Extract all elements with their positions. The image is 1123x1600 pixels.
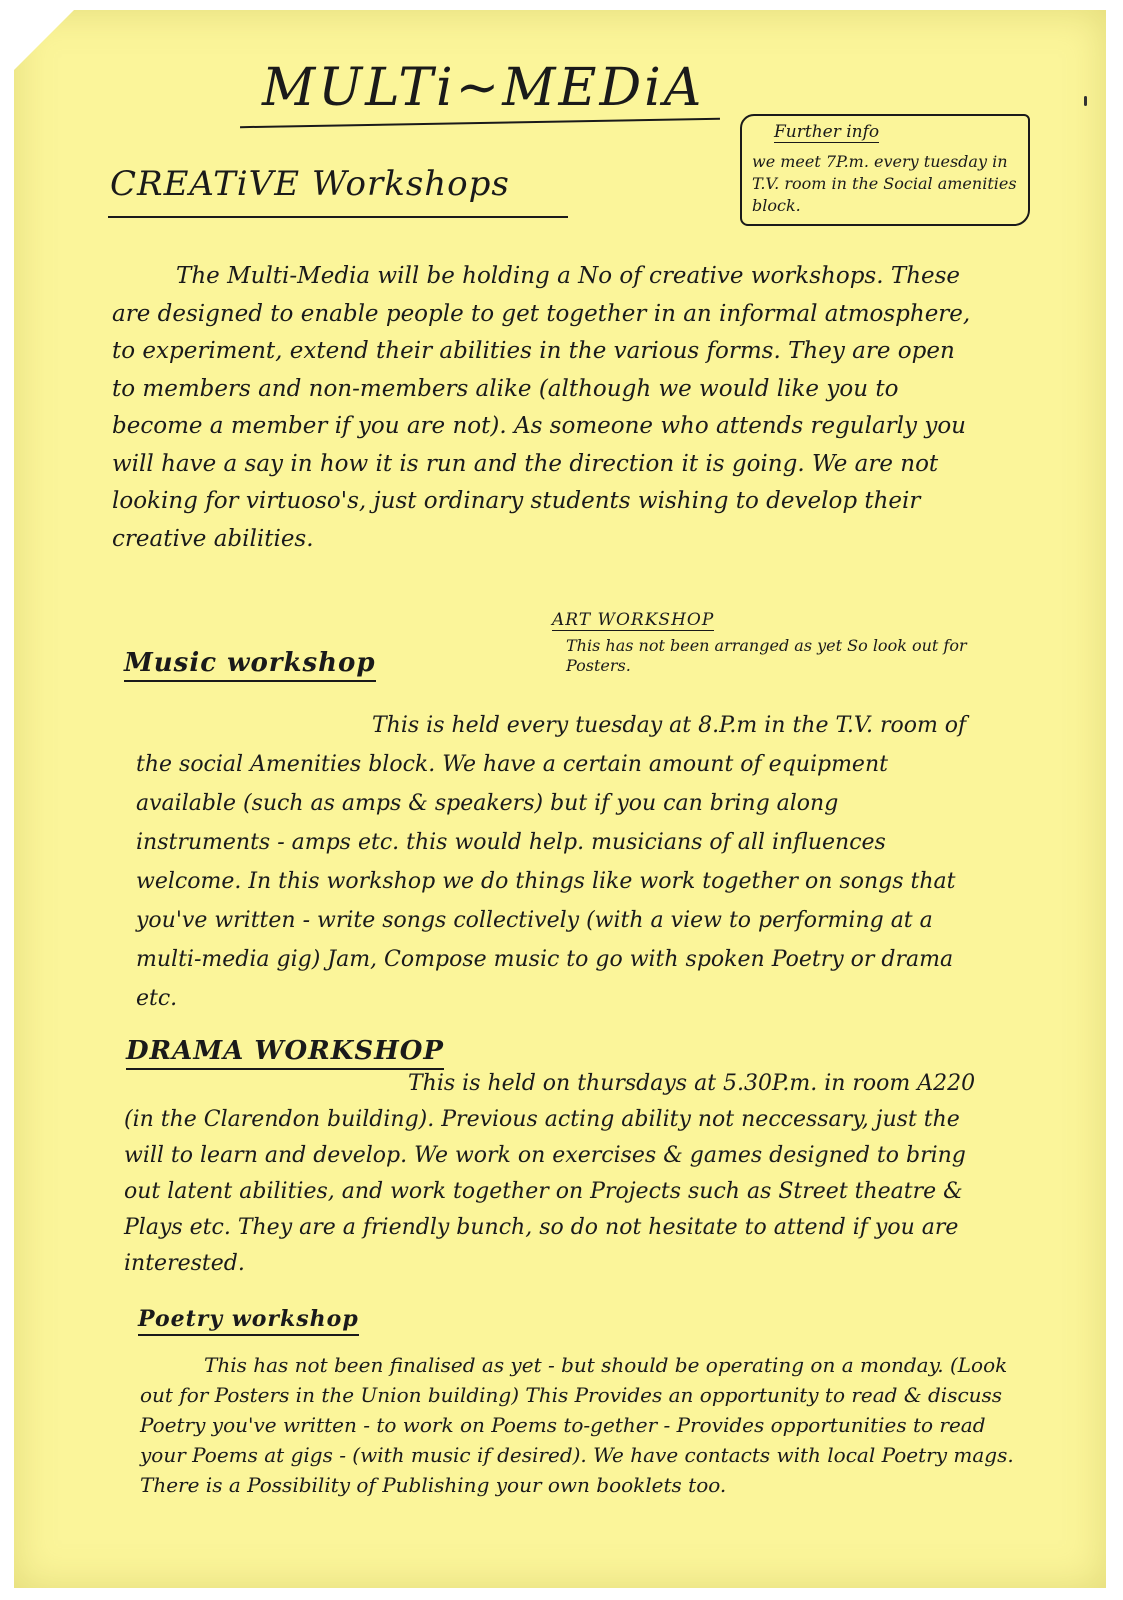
drama-workshop-text: This is held on thursdays at 5.30P.m. in room A220 (in the Clarendon building). Previous acting ability not neccessary, just the will to learn and develop. We work on exercises & games designed to bring out latent abilities, and work together on Projects such as Street theatre & Plays etc. They are a friendly bunch, so do not hesitate to attend if you are interested. <box>124 1071 976 1276</box>
poetry-workshop-text: This has not been finalised as yet - but should be operating on a monday. (Look out for Posters in the Union building) This Provides an opportunity to read & discuss Poetry you've written - to work on Poems to-gether - Provides opportunities to read your Poems at gigs - (with music if desired). We have contacts with local Poetry mags. There is a Possibility of Publishing your own booklets too. <box>140 1353 1014 1497</box>
music-workshop-text: This is held every tuesday at 8.P.m in the T.V. room of the social Amenities block. We have a certain amount of equipment available (such as amps & speakers) but if you can bring along instruments - amps etc. this would help. musicians of all influences welcome. In this workshop we do things like work together on songs that you've written - write songs collectively (with a view to performing at a multi-media gig) Jam, Compose music to go with spoken Poetry or drama etc. <box>136 713 967 1011</box>
further-info-title: Further info <box>774 122 880 142</box>
music-workshop-heading: Music workshop <box>124 648 376 682</box>
poetry-workshop-heading: Poetry workshop <box>138 1306 359 1336</box>
intro-paragraph: The Multi-Media will be holding a No of creative workshops. These are designed to enable people to get together in an informal atmosphere, to experiment, extend their abilities in the various forms. They are open to members and non-members alike (although we would like you to become a member if you are not). As someone who attends regularly you will have a say in how it is run and the direction it is going. We are not looking for virtuoso's, just ordinary students wishing to develop their creative abilities. <box>112 263 971 552</box>
drama-workshop-heading: DRAMA WORKSHOP <box>126 1036 444 1070</box>
further-info-box <box>740 114 1030 226</box>
folded-corner <box>14 10 74 70</box>
art-workshop-heading: ART WORKSHOP <box>552 610 715 630</box>
paper-speck <box>1084 96 1087 106</box>
page-title: MULTi~MEDiA <box>262 58 705 118</box>
subtitle-underline <box>108 216 568 218</box>
further-info-text: we meet 7P.m. every tuesday in T.V. room in the Social amenities block. <box>752 152 1017 215</box>
art-workshop-text: This has not been arranged as yet So look out for Posters. <box>566 636 967 675</box>
page-subtitle: CREATiVE Workshops <box>110 164 510 204</box>
